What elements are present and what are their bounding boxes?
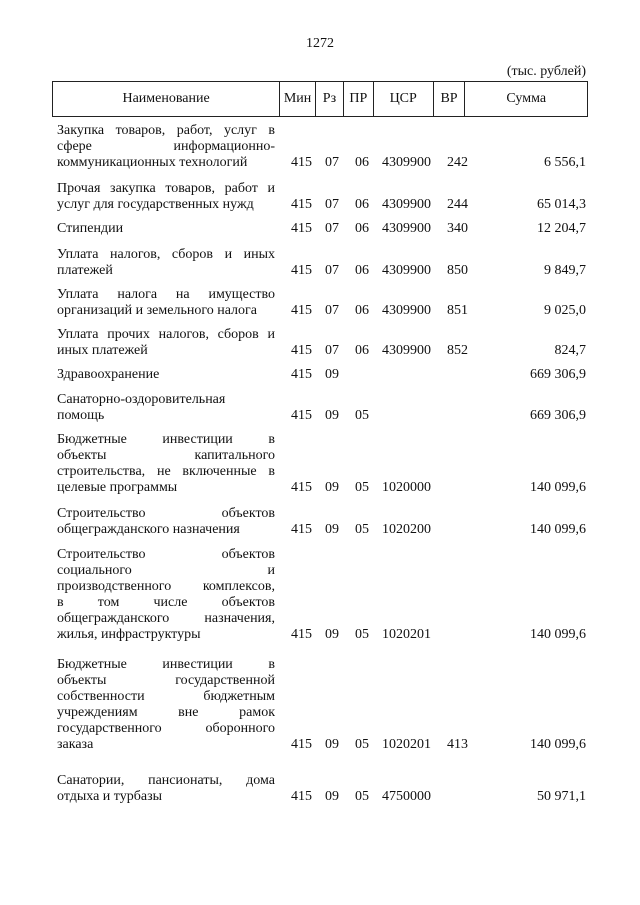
row-min: 415 [291,522,312,537]
row-name [57,247,275,279]
row-name [57,773,275,805]
row-name-line: социального и [57,563,275,578]
row-name-line: Бюджетные инвестиции в [57,432,275,447]
row-csr: 1020000 [382,480,431,495]
row-name-line: Стипендии [57,221,124,236]
row-pr: 06 [355,343,369,358]
row-name-line: собственности бюджетным [57,689,275,704]
row-name-line: общегражданского назначения [57,522,240,537]
table-row [57,657,588,753]
row-name-line: Строительство объектов [57,547,275,562]
row-name-line: целевые программы [57,480,178,495]
row-rz: 07 [325,155,339,170]
header-csr: ЦСР [374,82,434,116]
row-name-line: коммуникационных технологий [57,155,248,170]
row-sum: 50 971,1 [537,789,586,804]
row-name-line: платежей [57,263,113,278]
row-sum: 9 849,7 [544,263,586,278]
table-row [57,547,588,643]
row-pr: 06 [355,263,369,278]
page-number: 1272 [306,36,334,51]
row-name [57,123,275,171]
row-name-line: заказа [57,737,94,752]
row-sum: 12 204,7 [537,221,586,236]
table-row [57,287,588,319]
row-rz: 09 [325,737,339,752]
row-name-line: Строительство объектов [57,506,275,521]
row-name-line: объекты государственной [57,673,275,688]
row-sum: 824,7 [554,343,586,358]
row-name-line: организаций и земельного налога [57,303,257,318]
row-vr: 852 [447,343,468,358]
row-rz: 07 [325,303,339,318]
row-name-line: Закупка товаров, работ, услуг в [57,123,275,138]
table-row [57,123,588,171]
table-row [57,432,588,496]
row-csr: 1020200 [382,522,431,537]
row-min: 415 [291,627,312,642]
row-min: 415 [291,155,312,170]
row-sum: 65 014,3 [537,197,586,212]
row-name-line: Уплата налогов, сборов и иных [57,247,275,262]
row-rz: 07 [325,197,339,212]
row-name-line: Уплата прочих налогов, сборов и [57,327,275,342]
row-rz: 09 [325,789,339,804]
row-sum: 9 025,0 [544,303,586,318]
row-name-line: Прочая закупка товаров, работ и [57,181,275,196]
row-min: 415 [291,737,312,752]
row-name-line: производственного комплексов, [57,579,275,594]
row-csr: 4309900 [382,303,431,318]
header-rz: Рз [316,82,344,116]
row-rz: 07 [325,221,339,236]
row-min: 415 [291,343,312,358]
row-name-line: учреждениям вне рамок [57,705,275,720]
row-name-line: отдыха и турбазы [57,789,163,804]
row-vr: 850 [447,263,468,278]
row-pr: 05 [355,480,369,495]
row-pr: 06 [355,155,369,170]
row-name [57,506,275,538]
row-name-line: Бюджетные инвестиции в [57,657,275,672]
row-pr: 05 [355,737,369,752]
row-name-line: Санатории, пансионаты, дома [57,773,275,788]
row-name-line: помощь [57,408,105,423]
row-name-line: Здравоохранение [57,367,160,382]
row-sum: 140 099,6 [530,627,586,642]
row-csr: 1020201 [382,737,431,752]
row-name-line: Санаторно-оздоровительная [57,392,226,407]
row-name-line: сфере информационно- [57,139,275,154]
row-min: 415 [291,197,312,212]
row-csr: 4309900 [382,221,431,236]
header-name: Наименование [53,82,280,116]
row-name-line: строительства, не включенные в [57,464,275,479]
row-rz: 09 [325,408,339,423]
header-sum: Сумма [506,91,547,106]
row-rz: 07 [325,343,339,358]
row-rz: 09 [325,480,339,495]
row-sum: 6 556,1 [544,155,586,170]
row-vr: 242 [447,155,468,170]
row-vr: 413 [447,737,468,752]
row-name-line: услуг для государственных нужд [57,197,254,212]
row-name-line: иных платежей [57,343,148,358]
row-min: 415 [291,221,312,236]
row-name [57,657,275,753]
row-min: 415 [291,263,312,278]
row-pr: 05 [355,522,369,537]
header-pr: ПР [344,82,374,116]
units-label: (тыс. рублей) [506,64,586,79]
row-pr: 05 [355,627,369,642]
row-csr: 4309900 [382,263,431,278]
row-vr: 244 [447,197,468,212]
row-vr: 851 [447,303,468,318]
table-row [57,247,588,279]
row-name-line: жилья, инфраструктуры [57,627,201,642]
row-rz: 09 [325,522,339,537]
row-pr: 05 [355,789,369,804]
table-row [57,181,588,213]
row-min: 415 [291,367,312,382]
table-row [57,367,588,383]
row-rz: 09 [325,367,339,382]
row-name-line: Уплата налога на имущество [57,287,275,302]
row-name [57,432,275,496]
row-pr: 06 [355,197,369,212]
row-name [57,327,275,359]
row-sum: 669 306,9 [530,367,586,382]
row-sum: 140 099,6 [530,737,586,752]
row-name-line: в том числе объектов [57,595,275,610]
row-sum: 140 099,6 [530,522,586,537]
row-min: 415 [291,303,312,318]
row-name [57,221,275,237]
table-header [52,81,588,117]
row-csr: 4309900 [382,197,431,212]
table-row [57,327,588,359]
row-name-line: объекты капитального [57,448,275,463]
table-row [57,392,588,424]
row-csr: 4750000 [382,789,431,804]
row-csr: 1020201 [382,627,431,642]
row-min: 415 [291,408,312,423]
row-csr: 4309900 [382,343,431,358]
row-pr: 06 [355,303,369,318]
row-name [57,367,275,383]
row-rz: 09 [325,627,339,642]
header-min: Мин [280,82,316,116]
row-name [57,547,275,643]
row-sum: 140 099,6 [530,480,586,495]
row-name [57,181,275,213]
row-name-line: государственного оборонного [57,721,275,736]
table-row [57,221,588,237]
row-rz: 07 [325,263,339,278]
row-sum: 669 306,9 [530,408,586,423]
row-pr: 06 [355,221,369,236]
row-min: 415 [291,789,312,804]
row-pr: 05 [355,408,369,423]
row-min: 415 [291,480,312,495]
header-vr: ВР [434,82,466,116]
row-vr: 340 [447,221,468,236]
row-name [57,287,275,319]
row-name [57,392,275,424]
table-row [57,773,588,805]
row-csr: 4309900 [382,155,431,170]
table-row [57,506,588,538]
row-name-line: общегражданского назначения, [57,611,275,626]
